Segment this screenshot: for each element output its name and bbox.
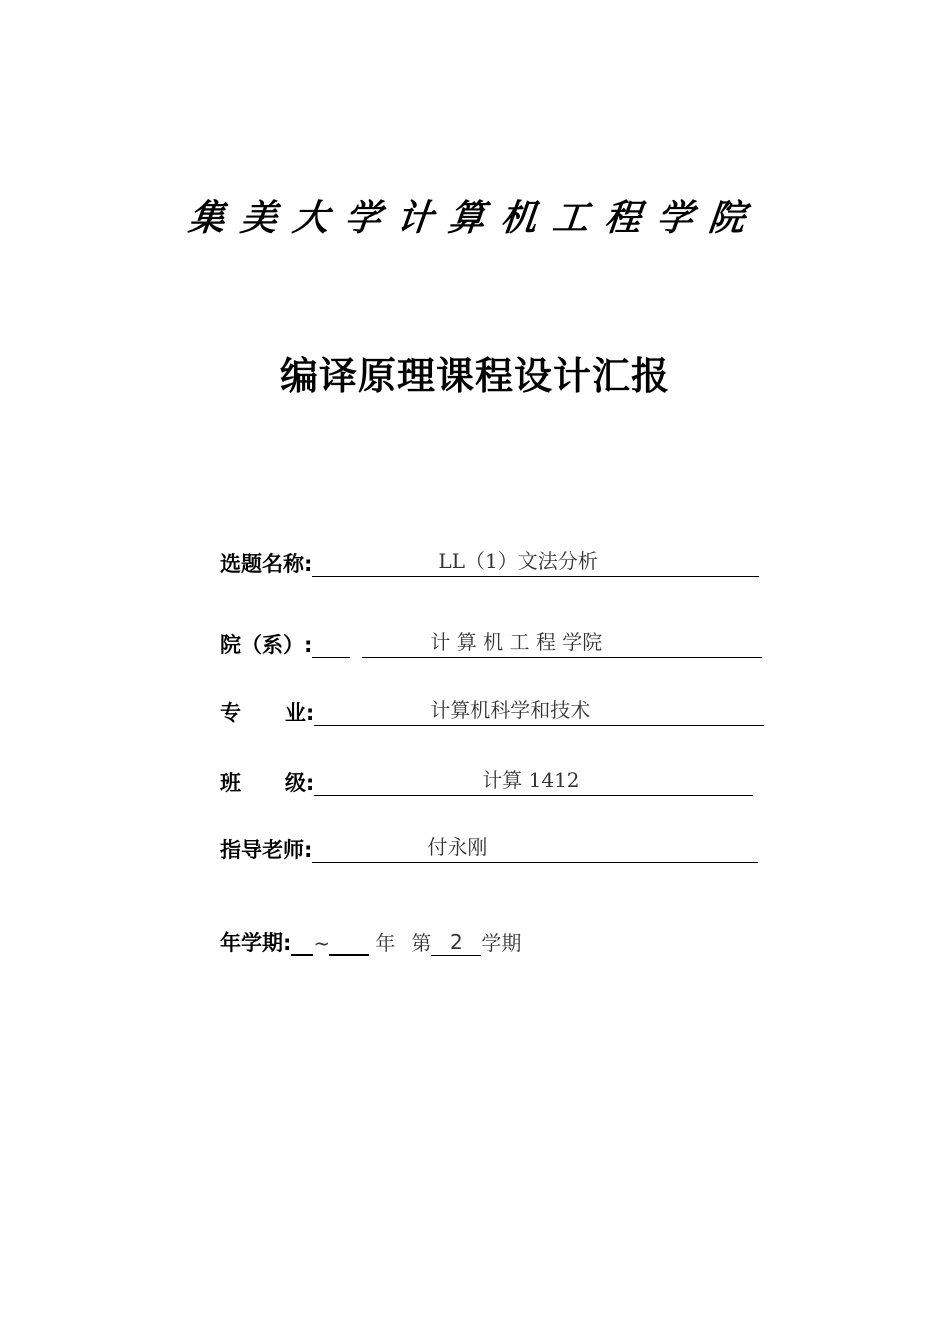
field-topic-label: 选题名称: — [220, 552, 313, 576]
field-department-line — [362, 631, 762, 658]
field-class — [220, 762, 753, 796]
field-department-value: 计 算 机 工 程 学院 — [430, 630, 603, 654]
field-department — [220, 624, 762, 658]
semester-number: 2 — [431, 929, 481, 956]
semester-end-year-blank — [329, 928, 369, 956]
semester-di: 第 — [411, 931, 432, 955]
college-name: 集美大学计算机工程学院 — [186, 197, 763, 239]
field-department-label: 院（系）: — [220, 633, 313, 657]
field-class-line — [314, 769, 753, 796]
semester-label: 年学期: — [220, 931, 292, 955]
field-advisor-line — [312, 836, 758, 863]
field-class-label: 班 级: — [220, 771, 315, 795]
semester-term-word: 学期 — [481, 931, 522, 955]
semester-start-year-blank — [291, 928, 313, 956]
field-semester — [220, 922, 521, 956]
field-major-value: 计算机科学和技术 — [430, 698, 591, 722]
field-major-line — [314, 699, 764, 726]
field-advisor-label: 指导老师: — [220, 838, 313, 862]
field-department-line-short — [312, 631, 350, 658]
semester-tilde: ~ — [313, 931, 331, 955]
field-advisor — [220, 829, 758, 863]
field-topic-line — [312, 550, 759, 577]
field-major-label: 专 业: — [220, 701, 315, 725]
field-topic — [220, 543, 759, 577]
field-topic-value: LL（1）文法分析 — [438, 549, 598, 573]
field-class-value: 计算 1412 — [482, 768, 580, 792]
field-major — [220, 692, 764, 726]
field-advisor-value: 付永刚 — [427, 835, 488, 859]
semester-year-word: 年 — [375, 931, 396, 955]
report-title: 编译原理课程设计汇报 — [279, 354, 670, 398]
